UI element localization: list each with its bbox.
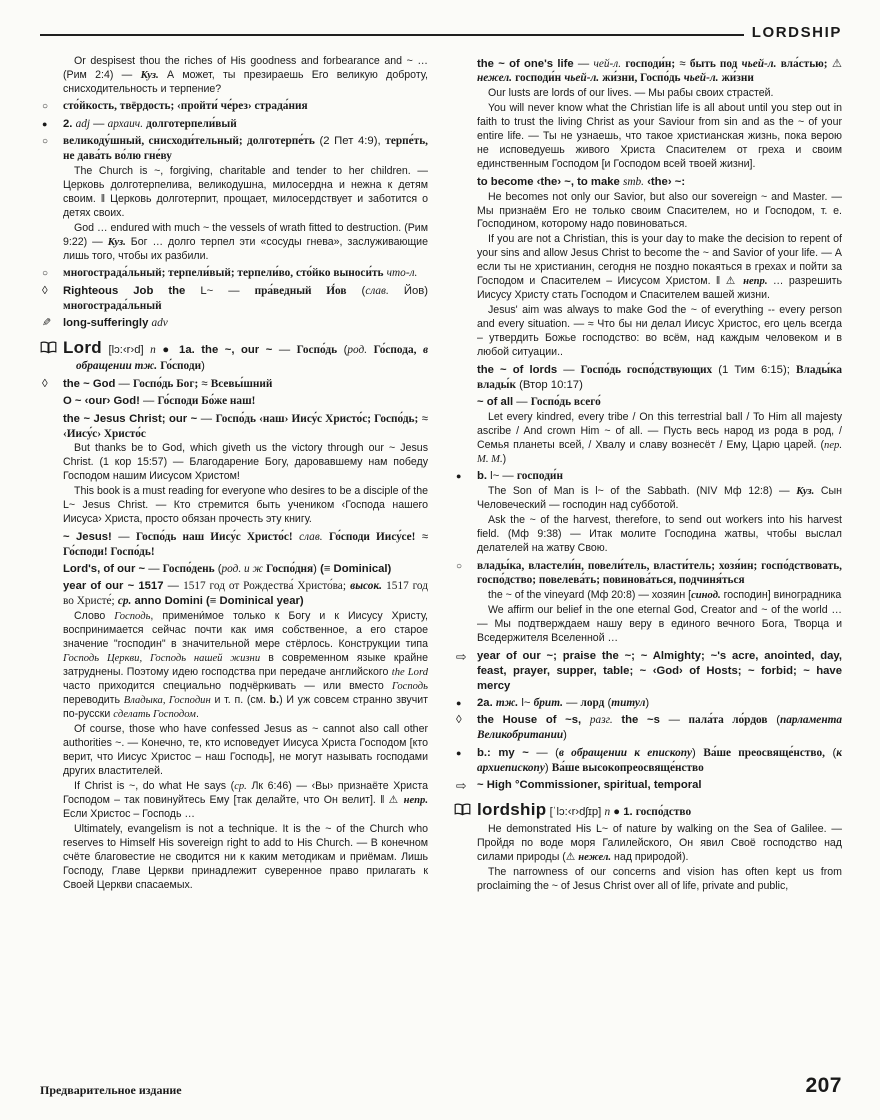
text-segment: to become ‹the› ~, to make: [477, 175, 620, 188]
text-segment: —: [513, 395, 531, 408]
text-segment: Госпо́дь ‹наш› Иису́с Христо́с; Госпо́дь;: [215, 412, 419, 425]
text-segment: лорд: [580, 696, 605, 709]
text-segment: архаич.: [107, 117, 144, 130]
text-segment: the ~, our ~: [201, 343, 273, 356]
example-paragraph: [40, 165, 428, 221]
text-segment: слав.: [365, 284, 389, 297]
o-marker-icon: ○: [456, 560, 463, 572]
text-segment: ⚠: [827, 57, 842, 70]
text-segment: ~ High °Commissioner, spiritual, temporal: [477, 778, 702, 791]
text-segment: (: [337, 343, 348, 356]
text-segment: Ultimately, evangelism is not a technique. It is the ~ of the Church who reserves to Himself His sovereign right to add to His Church. — В конечном счёте благовестие не сводится ни к каким методикам и приёмам. Лишь Господу, Главе Церкви принадлежит суверенное право прилагать к Своей Церкви спасаемых.: [63, 822, 428, 891]
page-footer: [40, 1074, 842, 1098]
text-segment: род. и ж: [221, 563, 263, 576]
text-segment: the ~ of the vineyard (Мф 20:8) — хозяин [: [488, 589, 692, 602]
example-paragraph: [454, 304, 842, 360]
entry-lordship: [454, 799, 842, 821]
text-columns: [40, 54, 842, 1066]
example-paragraph: [454, 485, 842, 513]
o-marker-icon: ○: [42, 268, 49, 280]
text-segment: the ~ of one's life: [477, 57, 574, 70]
text-segment: пер. М. М.: [477, 439, 842, 465]
phrase-heading: [454, 175, 842, 190]
text-segment: Го́споди! Госпо́дь!: [63, 545, 155, 558]
example-paragraph: [454, 589, 842, 603]
text-segment: Куз.: [796, 486, 815, 498]
text-segment: разг.: [589, 714, 613, 727]
text-segment: чьей-л.: [683, 72, 719, 85]
text-segment: —: [145, 563, 163, 576]
text-segment: ): [502, 452, 507, 465]
text-segment: b.: [477, 470, 488, 483]
text-segment: — (: [528, 746, 559, 759]
dia-marker-icon: ◊: [42, 377, 48, 390]
text-segment: Го́споди Иису́се!: [329, 530, 416, 543]
text-segment: пала́та ло́рдов: [688, 714, 768, 727]
text-segment: If Christ is ~, do what He says (: [74, 779, 235, 792]
running-head: [40, 16, 842, 40]
sense-item-circle: [40, 266, 428, 281]
text-segment: непр.: [743, 276, 768, 288]
text-segment: If you are not a Christian, this is your day to make the decision to repent of your sins and allow Jesus Christ to become the ~ and Savior of your life. — А если ты не христианин, сегодня не поздно покаяться в грехах и пойти за Господом и Спасителем – Иисусом Христом. ‖ ⚠: [477, 233, 842, 288]
text-segment: Господь Церкви, Господь нашей жизни: [63, 653, 261, 665]
text-segment: 1517 год во Христе́;: [63, 580, 429, 608]
text-segment: и т. п. (см.: [210, 694, 270, 707]
text-segment: Of course, those who have confessed Jesus as ~ cannot also call other authorities ~. — Конечно, те, кто исповедует Иисуса Христа Господом [кто верит, что Иисус Христос – наш Господь], не могут называть господами других властителей.: [63, 723, 428, 777]
text-segment: l~: [518, 696, 534, 709]
example-paragraph: [454, 87, 842, 101]
text-segment: ): [563, 729, 567, 742]
phrase-heading: [40, 412, 428, 442]
text-segment: —: [573, 57, 594, 70]
sense-item-circle: [40, 99, 428, 114]
text-segment: year of our ~; praise the ~; ~ Almighty; ~'s acre, anointed, day, feast, prayer, supper, table; ~ ‹God› of Hosts; ~ forbid; ~ have mercy: [477, 649, 842, 692]
text-segment: n: [150, 343, 156, 356]
text-segment: ): [645, 696, 650, 709]
text-segment: ‹the› ~:: [647, 175, 686, 188]
text-segment: титул: [611, 696, 646, 709]
text-segment: нежел.: [477, 72, 512, 85]
text-segment: (: [824, 746, 837, 759]
text-segment: —: [272, 343, 297, 356]
page-number: 207: [805, 1074, 842, 1097]
text-segment: парламента Великобритании: [477, 714, 842, 742]
text-segment: сто́йкость, твёрдость; ‹пройти́ че́рез› страда́ния: [63, 100, 308, 113]
text-segment: Бог … долго терпел эти «сосуды гнева», заслуживающие лишь того, чтобы их разбили.: [63, 235, 428, 262]
column-right: [454, 54, 842, 1066]
text-segment: (2 Пет 4:9),: [314, 135, 386, 148]
text-segment: Куз.: [107, 236, 126, 248]
text-segment: к архиепископу: [477, 746, 842, 774]
example-paragraph: [40, 222, 428, 264]
text-segment: великоду́шный, снисходи́тельный; долготерпе́ть: [63, 135, 315, 148]
text-segment: (: [214, 563, 222, 576]
text-segment: (1 Тим 6:15);: [712, 363, 796, 376]
example-paragraph: [454, 604, 842, 646]
text-segment: ): [201, 360, 205, 373]
text-segment: Госпо́дня: [266, 563, 314, 576]
idiom-item: [40, 284, 428, 314]
text-segment: Jesus' aim was always to make God the ~ of everything -- every person and every situation. — ≈ Что бы ни делал Иисус Христос, его цель всегда – утвердить Божье господство: во всём, над каждым человеком и в любой ситуации..: [477, 304, 842, 359]
text-segment: Госпо́дь госпо́дствующих: [580, 363, 713, 376]
text-segment: непр.: [403, 794, 428, 806]
text-segment: Куз.: [140, 69, 159, 81]
header-rule: [40, 34, 744, 36]
sense-item-bullet: [454, 469, 842, 484]
text-segment: Lord's, of our ~: [63, 563, 146, 576]
text-segment: L~ —: [185, 284, 255, 297]
text-segment: —: [115, 377, 133, 390]
arr-marker-icon: ⇨: [456, 649, 467, 664]
example-paragraph: [454, 233, 842, 303]
text-segment: быть под: [689, 57, 738, 70]
text-segment: l~ —: [487, 470, 517, 483]
text-segment: над природой).: [611, 851, 689, 864]
text-segment: Лк 6:46) — ‹Вы› признаёте Христа Господом – так повинуйтесь Ему [так делайте, что Он велит]. ‖ ⚠: [63, 779, 428, 806]
xref-item: [454, 649, 842, 694]
text-segment: Йов): [388, 284, 428, 297]
sense-item-bullet: [454, 746, 842, 776]
phrase-heading: [454, 395, 842, 410]
text-segment: ): [692, 746, 704, 759]
text-segment: ≈: [675, 57, 690, 70]
edition-note: Предварительное издание: [40, 1083, 182, 1097]
text-segment: долготерпели́вый: [146, 117, 237, 130]
dot-marker-icon: ●: [456, 697, 462, 708]
text-segment: —: [562, 696, 581, 709]
text-segment: 1.: [623, 805, 633, 818]
text-segment: в обращении к епископу: [558, 746, 693, 759]
text-segment: слав.: [299, 530, 323, 543]
text-segment: что-л.: [386, 267, 418, 280]
text-segment: Го́споди: [160, 360, 202, 373]
example-paragraph: [454, 823, 842, 865]
text-segment: We affirm our belief in the one eternal God, Creator and ~ of the world … — Мы подтверждаем нашу веру в единого вечного Бога, Творца и Вседержителя Вселенной …: [477, 604, 842, 645]
text-segment: ~ Jesus!: [63, 530, 112, 543]
text-segment: anno Domini: [134, 595, 203, 608]
text-segment: Слово: [74, 610, 115, 623]
text-segment: Or despisest thou the riches of His goodness and forbearance and ~ … (Рим 2:4) —: [63, 55, 428, 81]
text-segment: госпо́дство: [635, 805, 692, 818]
text-segment: господи́н: [515, 72, 562, 85]
drv-marker-icon: ✎: [42, 317, 52, 330]
text-segment: Our lusts are lords of our lives. — Мы рабы своих страстей.: [488, 87, 774, 100]
text-segment: Если Христос – Господь …: [63, 807, 196, 820]
text-segment: the ~s: [621, 714, 660, 727]
text-segment: 2.: [63, 117, 73, 130]
o-marker-icon: ○: [42, 101, 49, 113]
phrase-heading: [454, 57, 842, 87]
text-segment: жи́зни, Госпо́дь: [602, 72, 681, 85]
example-paragraph: [40, 442, 428, 484]
arr-marker-icon: ⇨: [456, 778, 467, 793]
text-segment: Let every kindred, every tribe / On this terrestrial ball / To Him all majesty ascribe / And crown Him ~ of all. — Пусть весь народ из рода в род, / Семья планеты всей, / Хвалу и славу вознесёт / Ему, Царю царей. (: [477, 410, 842, 451]
text-segment: Госпо́дь Бог;: [133, 377, 199, 390]
text-segment: —: [197, 412, 216, 425]
idiom-item: [454, 713, 842, 743]
text-segment: Господь: [391, 681, 428, 693]
text-segment: нежел.: [578, 852, 612, 864]
text-segment: ≈: [198, 377, 211, 390]
text-segment: [lɔ:‹r›d]: [101, 343, 151, 356]
phrase-heading: [454, 363, 842, 393]
text-segment: the House of ~s,: [477, 714, 582, 727]
text-segment: Сын Человеческий — господин над субботой.: [477, 485, 842, 512]
text-segment: Господь: [114, 611, 151, 623]
text-segment: ср.: [234, 780, 247, 792]
text-segment: adj: [75, 117, 90, 130]
text-segment: smb.: [622, 175, 644, 188]
text-segment: , примени́мое только к Богу и к Иисусу Христу, воспринимается сейчас почти как имя собственное, а его старое значение "господин" в значительной мере стёрлось. Конструкции типа: [63, 610, 428, 651]
text-segment: сделать Господом: [113, 709, 196, 721]
idiom-item: [40, 377, 428, 392]
text-segment: 1a.: [179, 343, 195, 356]
text-segment: чей-л.: [593, 57, 622, 70]
usage-note: [40, 610, 428, 722]
text-segment: 2a.: [477, 696, 493, 709]
text-segment: род.: [347, 343, 368, 356]
text-segment: Госпо́дь всего́: [530, 395, 601, 408]
text-segment: господин] виноградника: [720, 589, 842, 602]
text-segment: господи́н;: [625, 57, 676, 70]
text-segment: ≈: [418, 412, 428, 425]
phrase-heading: [40, 394, 428, 409]
text-segment: вла́стью;: [780, 57, 828, 70]
dot-marker-icon: ●: [456, 747, 462, 758]
text-segment: Lord: [63, 337, 102, 357]
text-segment: переводить: [63, 694, 124, 707]
text-segment: You will never know what the Christian life is all about until you step out in faith to trust the living Christ as your Saviour from sin and as the ~ of your entire life. — Ты не узнаешь, что такое христианская жизнь, пока верою не исповедуешь живого Христа Спасителем от греха и своим единственным Господом [и Господом всей твоей жизни].: [477, 102, 842, 171]
example-paragraph: [454, 866, 842, 894]
text-segment: брит.: [533, 696, 563, 709]
text-segment: Righteous Job the: [63, 284, 186, 297]
text-segment: —: [90, 117, 108, 130]
text-segment: .: [195, 708, 199, 721]
text-segment: (≡ Dominical): [320, 563, 392, 576]
text-segment: Го́спода,: [373, 343, 417, 356]
text-segment: lordship: [477, 799, 547, 819]
text-segment: Владыка, Господин: [123, 695, 211, 707]
text-segment: The Church is ~, forgiving, charitable and tender to her children. — Церковь долготерпелива, великодушна, милосердна и нежна к детям своим. ‖ Церковь долготерпит, прощает, милосердствует и заботится о детях своих.: [63, 165, 428, 219]
text-segment: синод.: [691, 590, 721, 602]
text-segment: [581, 714, 590, 726]
text-segment: ≈: [415, 530, 429, 543]
text-segment: ): [544, 761, 552, 774]
dia-marker-icon: ◊: [42, 284, 48, 297]
text-segment: —: [557, 363, 581, 376]
text-segment: Всевы́шний: [210, 377, 273, 390]
text-segment: the Lord: [391, 667, 428, 679]
example-paragraph: [454, 191, 842, 233]
example-paragraph: [40, 485, 428, 527]
text-segment: year of our ~ 1517: [63, 580, 164, 593]
text-segment: Го́споди Бо́же наш!: [157, 395, 256, 408]
text-segment: (: [346, 284, 366, 297]
sense-item-bullet: [454, 696, 842, 711]
entry-lord: [40, 337, 428, 374]
text-segment: (: [604, 696, 612, 709]
text-segment: многострада́льный: [63, 299, 162, 312]
text-segment: Госпо́дь: [296, 343, 338, 356]
text-segment: b.: [269, 694, 280, 707]
text-segment: Госпо́дь наш Иису́с Христо́с!: [135, 530, 293, 543]
text-segment: чьей-л.: [564, 72, 600, 85]
text-segment: —: [111, 530, 136, 543]
text-segment: (: [767, 714, 780, 727]
text-segment: 1517 год от Рождества́ Христо́ва;: [183, 580, 346, 593]
example-paragraph: [40, 723, 428, 779]
text-segment: n: [604, 805, 611, 818]
text-segment: He demonstrated His L~ of nature by walking on the Sea of Galilee. — Пройдя по воде моря Галилейского, Он явил Своё господство над силами природы (⚠: [477, 823, 842, 864]
text-segment: ~ of all: [477, 395, 514, 408]
text-segment: He becomes not only our Savior, but also our sovereign ~ and Master. — Мы признаём Его не только своим Спасителем, но и Господом, т. е. Господином, которому надо повиноваться.: [477, 190, 842, 231]
text-segment: … разрешить Иисусу Христу стать Господом и Спасителем вашей жизни.: [477, 275, 842, 302]
text-segment: (≡ Dominical year): [206, 595, 304, 608]
text-segment: The Son of Man is l~ of the Sabbath. (NIV Мф 12:8) —: [488, 485, 797, 498]
example-paragraph: [40, 55, 428, 97]
text-segment: adv: [151, 317, 168, 330]
text-segment: This book is a must reading for everyone who desires to be a disciple of the L~ Jesus Christ. — Кто стремится быть учеником ‹Господа нашего Иисуса› Христа, просто обязан прочесть эту книгу.: [63, 485, 428, 526]
text-segment: пра́ведный И́ов: [254, 284, 347, 297]
text-segment: влады́ка, властели́н, повели́тель, власти́тель; хозя́ин; госпо́дствовать, госпо́дство; повелева́ть; повинова́ться, подчиня́ться: [477, 559, 842, 587]
text-segment: long-sufferingly: [63, 317, 149, 330]
text-segment: жи́зни: [721, 72, 754, 85]
example-paragraph: [454, 411, 842, 467]
text-segment: ●: [155, 343, 180, 356]
sense-item-bullet: [40, 117, 428, 132]
xref-item: [454, 778, 842, 793]
text-segment: А может, ты презираешь Его великую доброту, снисходительность и терпение?: [63, 68, 428, 95]
text-segment: Ва́ше высокопреосвяще́нство: [551, 761, 704, 774]
sense-item-circle: [454, 559, 842, 589]
text-segment: —: [139, 395, 158, 408]
example-paragraph: [454, 102, 842, 172]
example-paragraph: [454, 514, 842, 556]
text-segment: Ask the ~ of the harvest, therefore, to send out workers into his harvest field. (Мф 9:38) — Итак молите Господина жатвы, чтобы выслал делателей на жатву Свою.: [477, 514, 842, 555]
text-segment: —: [659, 714, 689, 727]
text-segment: b.: my ~: [477, 746, 529, 759]
text-segment: Госпо́день: [162, 563, 215, 576]
text-segment: часто приходится специально подчёркивать — или вместо: [63, 680, 392, 693]
text-segment: чьей-л.: [741, 57, 777, 70]
text-segment: [ˈlɔ:‹r›dʃɪp]: [546, 805, 605, 818]
text-segment: высок.: [350, 580, 382, 593]
text-segment: тж.: [495, 696, 519, 709]
text-segment: ): [313, 563, 321, 576]
text-segment: The narrowness of our concerns and vision has often kept us from proclaiming the ~ of Jesus Christ over all of life, private and public,: [477, 866, 842, 893]
text-segment: the ~ Jesus Christ; our ~: [63, 412, 198, 425]
text-segment: в обращении тж.: [76, 343, 429, 373]
text-segment: God … endured with much ~ the vessels of wrath fitted to destruction. (Рим 9:22) —: [63, 221, 428, 248]
text-segment: O ~ ‹our› God!: [63, 395, 140, 408]
text-segment: Влады́ка влады́к: [477, 363, 842, 391]
text-segment: the ~ God: [63, 377, 116, 390]
phrase-heading: [40, 579, 428, 609]
dot-marker-icon: ●: [456, 471, 462, 482]
open-book-icon: [454, 803, 471, 821]
column-left: [40, 54, 428, 1066]
o-marker-icon: ○: [42, 136, 49, 148]
text-segment: Ва́ше преосвяще́нство,: [703, 746, 825, 759]
text-segment: многострада́льный; терпели́вый; терпели́во, сто́йко выноси́ть: [63, 267, 384, 280]
derivative-item: [40, 316, 428, 331]
text-segment: терпе́ть, не дава́ть во́лю гне́ву: [63, 135, 428, 163]
text-segment: —: [163, 580, 184, 593]
sense-item-circle: [40, 134, 428, 164]
text-segment: в современном языке крайне затруднены. Поэтому идею господства при передаче английского: [63, 652, 428, 679]
text-segment: ср.: [117, 595, 132, 608]
phrase-heading: [40, 530, 428, 560]
text-segment: (Втор 10:17): [515, 378, 583, 391]
text-segment: the ~ of lords: [477, 363, 558, 376]
dot-marker-icon: ●: [42, 118, 48, 129]
running-head-title: LORDSHIP: [751, 24, 842, 41]
example-paragraph: [40, 780, 428, 822]
phrase-heading: [40, 562, 428, 577]
open-book-icon: [40, 341, 57, 359]
text-segment: ) И уж совсем странно звучит по-русски: [63, 694, 428, 721]
text-segment: But thanks be to God, which giveth us the victory through our ~ Jesus Christ. (1 кор 15:57) — Благодарение Богу, даровавшему нам победу Господом нашим Иисусом Христом!: [63, 442, 428, 483]
text-segment: ‹Иису́с› Христо́с: [63, 427, 146, 440]
text-segment: господи́н: [516, 470, 563, 483]
example-paragraph: [40, 823, 428, 893]
dia-marker-icon: ◊: [456, 714, 462, 727]
text-segment: ●: [610, 805, 624, 818]
